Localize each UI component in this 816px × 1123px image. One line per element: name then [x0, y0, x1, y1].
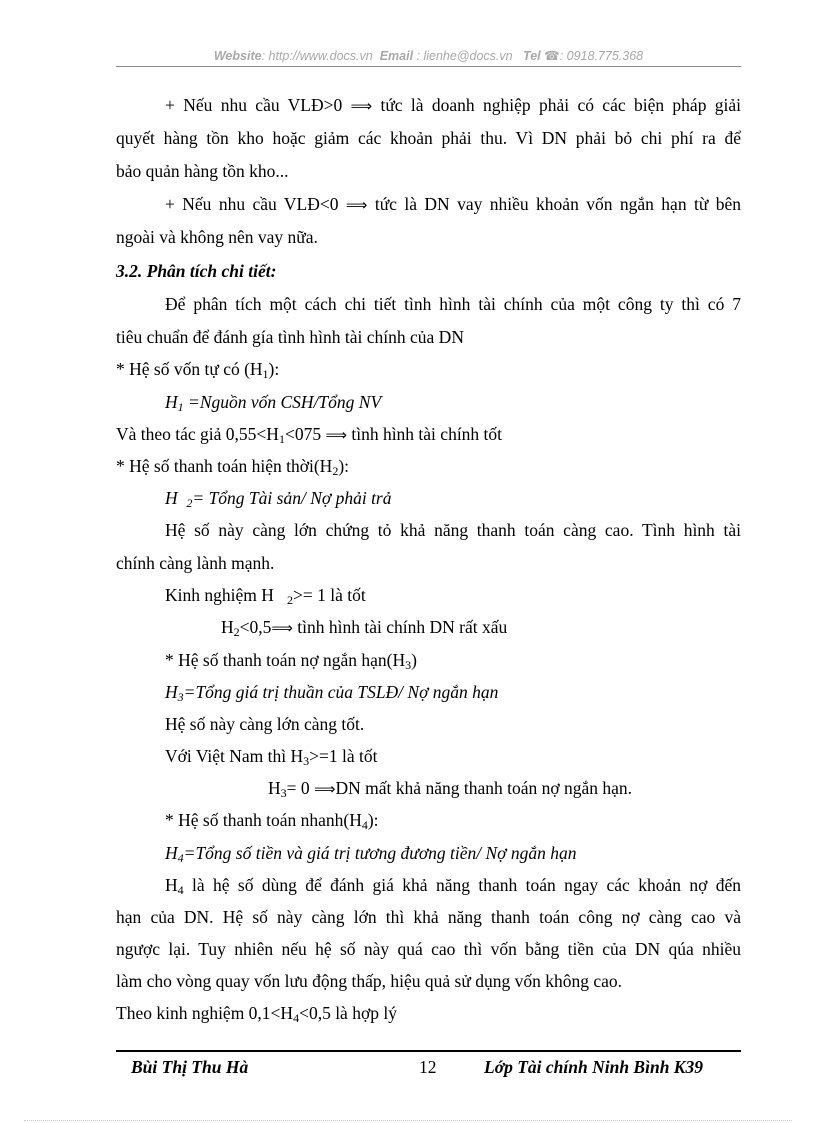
h2-experience: Kinh nghiệm H $_2$>= 1 là tốt [165, 585, 366, 607]
phone-icon: ☎ [544, 48, 560, 63]
para-line: ngược lại. Tuy nhiên nếu hệ số này quá cao thì vốn bằng tiền của DN qúa nhiều [116, 939, 741, 959]
para-line: Hệ số này càng lớn càng tốt. [165, 714, 365, 734]
h2-formula: H $_2$= Tổng Tài sản/ Nợ phải trả [165, 488, 392, 510]
h3-zero: $H_3= 0$ ⟹DN mất khả năng thanh toán nợ ngắn hạn. [268, 778, 633, 800]
h3-vietnam: Với Việt Nam thì $H_3>=1$ là tốt [165, 746, 378, 768]
h1-note: Và theo tác giả $0,55<H_1<075$ ⟹ tình hình tài chính tốt [116, 424, 503, 446]
website-value: : http://www.docs.vn [261, 49, 373, 63]
header-divider [116, 66, 741, 67]
right-arrow-icon: ⟹ [345, 196, 368, 214]
right-arrow-icon: ⟹ [314, 780, 336, 798]
h4-experience: Theo kinh nghiệm $0,1<H_4<0,5$ là hợp lý [116, 1003, 397, 1025]
website-label: Website [213, 49, 262, 63]
para-line: tiêu chuẩn để đánh gía tình hình tài chính của DN [116, 327, 464, 347]
para-line: hạn của DN. Hệ số này càng lớn thì khả năng thanh toán công nợ càng cao và [116, 907, 741, 927]
right-arrow-icon: ⟹ [325, 426, 347, 444]
footer-author: Bùi Thị Thu Hà [131, 1057, 249, 1077]
h4-title: * Hệ số thanh toán $nhanh(H_4)$: [165, 810, 379, 832]
email-value: : lienhe@docs.vn [416, 49, 513, 63]
email-label: Email [379, 49, 414, 63]
page-bottom-edge [24, 1120, 792, 1121]
h3-title: * Hệ số thanh toán nợ ngắn $hạn(H_3)$ [165, 650, 417, 672]
para-line: $H_4$ là hệ số dùng để đánh giá khả năng thanh toán ngay các khoản nợ đến [165, 875, 741, 897]
tel-value: : 0918.775.368 [559, 49, 644, 63]
right-arrow-icon: ⟹ [271, 619, 293, 637]
h4-formula: $H_4=Tổng$ số tiền và giá trị tương đương tiền/ Nợ ngắn hạn [165, 843, 577, 865]
para-line: quyết hàng tồn kho hoặc giảm các khoản phải thu. Vì DN phải bỏ chi phí ra để [116, 128, 741, 148]
para-line: Để phân tích một cách chi tiết tình hình tài chính của một công ty thì có 7 [165, 294, 741, 314]
h1-title: * Hệ số vốn tự có $(H_1)$: [116, 359, 280, 381]
para-line: + Nếu nhu cầu VLĐ<0 ⟹ tức là DN vay nhiều khoản vốn ngắn hạn từ bên [165, 194, 742, 214]
para-line: Hệ số này càng lớn chứng tỏ khả năng thanh toán càng cao. Tình hình tài [165, 520, 741, 540]
footer-divider [116, 1050, 741, 1052]
section-title: 3.2. Phân tích chi tiết: [116, 261, 277, 281]
page-number: 12 [419, 1057, 437, 1077]
right-arrow-icon: ⟹ [350, 97, 373, 115]
footer-class: Lớp Tài chính Ninh Bình K39 [484, 1057, 703, 1077]
para-line: làm cho vòng quay vốn lưu động thấp, hiệu quả sử dụng vốn không cao. [116, 971, 622, 991]
para-line: chính càng lành mạnh. [116, 553, 275, 573]
h3-formula: $H_3=Tổng$ giá trị thuần của TSLĐ/ Nợ ngắn hạn [165, 682, 499, 704]
h2-bad: $H_2<0,5⟹$ tình hình tài chính DN rất xấu [221, 617, 508, 639]
page-header [116, 48, 741, 63]
h1-formula: $H_1$ =Nguồn vốn CSH/Tổng NV [165, 392, 382, 414]
tel-label: Tel [523, 49, 541, 63]
h2-title: * Hệ số thanh toán hiện $thời(H_2)$: [116, 456, 350, 478]
para-line: bảo quản hàng tồn kho... [116, 161, 289, 181]
para-line: ngoài và không nên vay nữa. [116, 227, 318, 247]
para-line: + Nếu nhu cầu VLĐ>0 ⟹ tức là doanh nghiệp phải có các biện pháp giải [165, 95, 742, 115]
